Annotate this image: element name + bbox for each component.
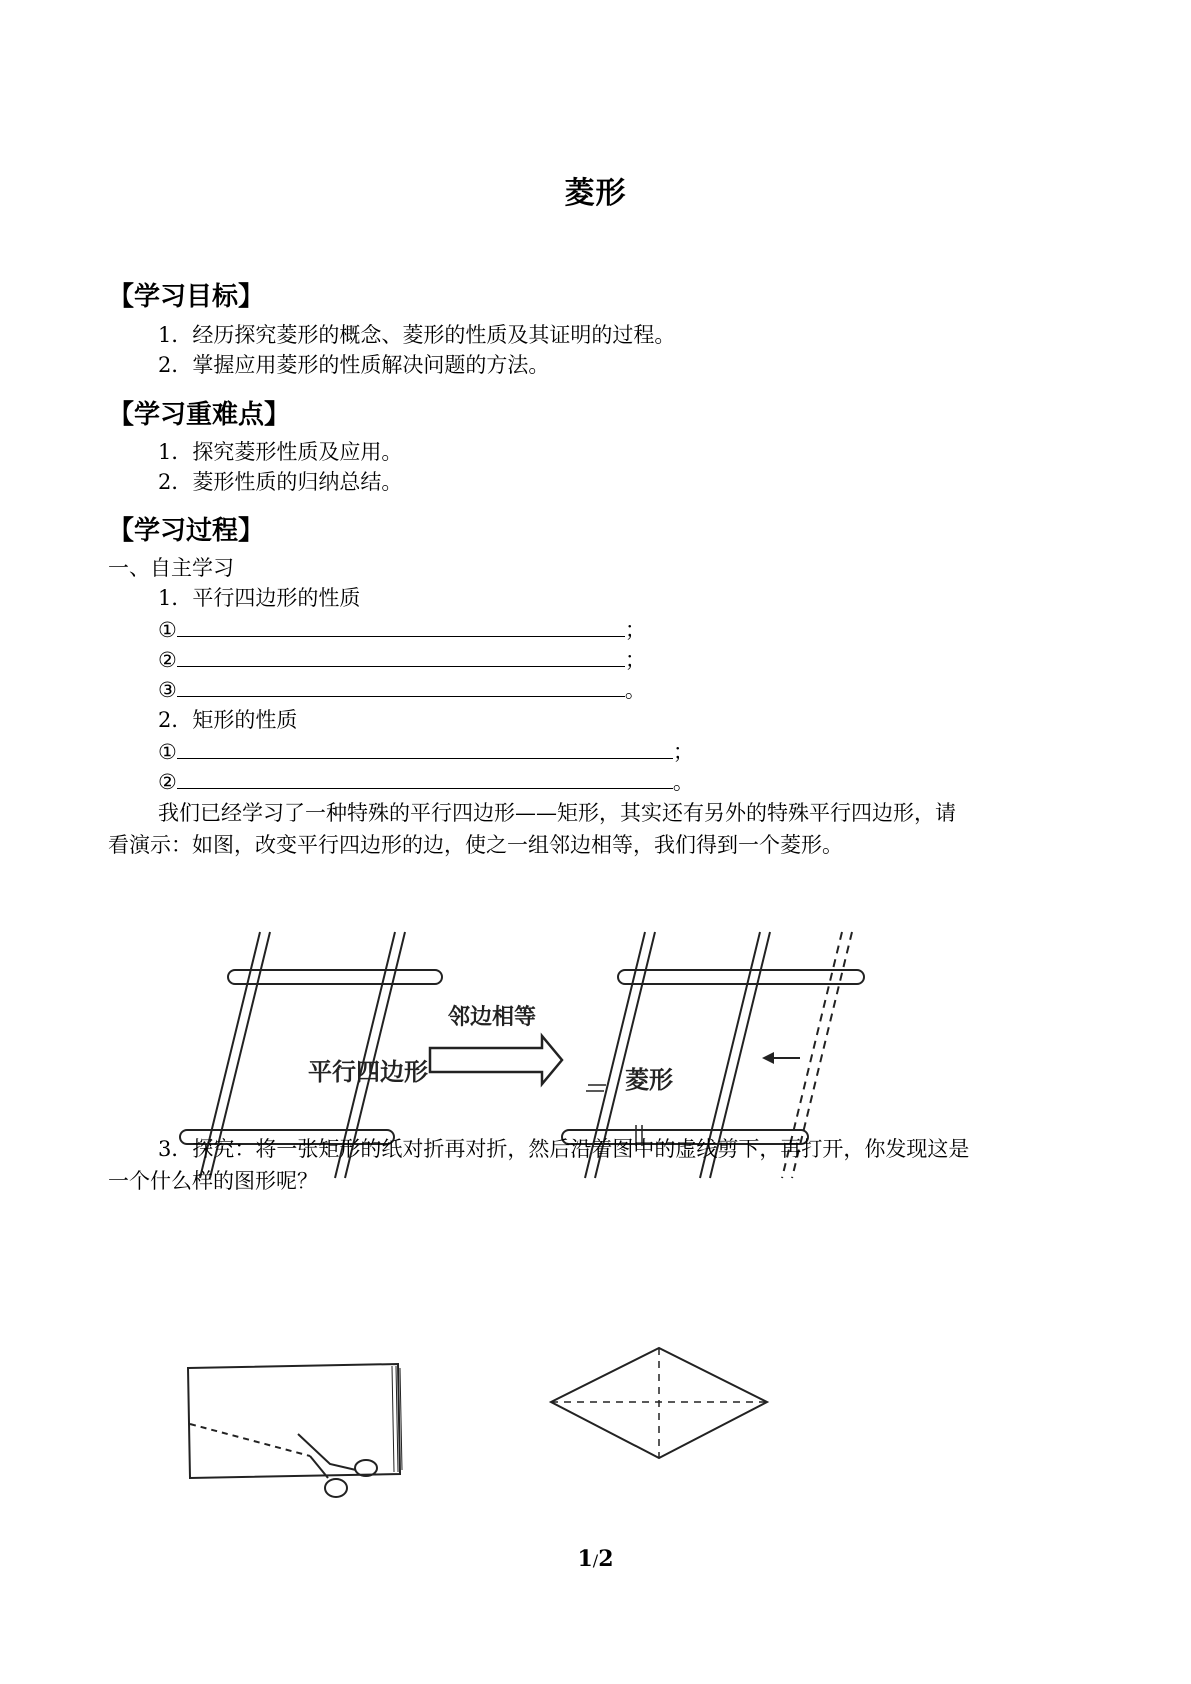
blank-mark: ① <box>158 618 177 642</box>
fill-blank-row <box>158 644 646 675</box>
fill-blank[interactable] <box>177 644 625 667</box>
blank-end: 。 <box>624 678 646 702</box>
blank-mark: ① <box>158 740 177 764</box>
fill-blank-row <box>158 766 694 797</box>
page-current: 1 <box>577 1546 593 1572</box>
blank-mark: ② <box>158 648 177 672</box>
page-total: 2 <box>598 1546 614 1572</box>
fill-blank[interactable] <box>177 736 673 759</box>
folded-paper-scissors-figure <box>180 1360 420 1500</box>
figure-label-arrow: 邻边相等 <box>448 1005 537 1030</box>
page-title: 菱形 <box>564 176 627 211</box>
blank-end: ； <box>624 648 646 672</box>
fill-blank[interactable] <box>177 766 673 789</box>
page-number <box>0 1546 1191 1572</box>
rod-top-right <box>618 970 864 984</box>
fill-blank[interactable] <box>177 614 625 637</box>
question-3-line-1: 3．探究：将一张矩形的纸对折再对折，然后沿着图中的虚线剪下，再打开，你发现这是 <box>158 1137 970 1161</box>
equal-tick-side <box>586 1085 606 1091</box>
transform-arrow <box>430 1036 562 1084</box>
blank-end: 。 <box>672 770 694 794</box>
fill-blank-row <box>158 736 694 767</box>
goal-item-1: 1．经历探究菱形的概念、菱形的性质及其证明的过程。 <box>158 323 676 347</box>
shift-arrow-head-icon <box>762 1052 774 1064</box>
section-heading-goals: 【学习目标】 <box>108 282 265 312</box>
question-3-line-2: 一个什么样的图形呢？ <box>108 1169 318 1193</box>
figure-label-parallelogram: 平行四边形 <box>308 1058 428 1086</box>
question-1-label: 1．平行四边形的性质 <box>158 586 361 610</box>
cut-line <box>190 1424 310 1456</box>
intro-paragraph-line-1: 我们已经学习了一种特殊的平行四边形——矩形，其实还有另外的特殊平行四边形，请 <box>158 801 956 825</box>
fill-blank-row <box>158 614 646 645</box>
part-one-label: 一、自主学习 <box>108 556 234 580</box>
section-heading-key-points: 【学习重难点】 <box>108 400 291 430</box>
rhombus-diagonals-figure <box>545 1340 785 1470</box>
goal-item-2: 2．掌握应用菱形的性质解决问题的方法。 <box>158 353 550 377</box>
fill-blank-row <box>158 674 646 705</box>
page-separator: / <box>592 1551 599 1570</box>
blank-end: ； <box>624 618 646 642</box>
scissor-handle-1 <box>355 1460 377 1476</box>
key-point-item-2: 2．菱形性质的归纳总结。 <box>158 470 403 494</box>
fill-blank[interactable] <box>177 674 625 697</box>
key-point-item-1: 1．探究菱形性质及应用。 <box>158 440 403 464</box>
scissor-blade-1 <box>298 1434 356 1470</box>
question-2-label: 2．矩形的性质 <box>158 708 298 732</box>
section-heading-process: 【学习过程】 <box>108 516 265 546</box>
blank-end: ； <box>672 740 694 764</box>
blank-mark: ② <box>158 770 177 794</box>
intro-paragraph-line-2: 看演示：如图，改变平行四边形的边，使之一组邻边相等，我们得到一个菱形。 <box>108 833 843 857</box>
figure-label-rhombus: 菱形 <box>625 1066 673 1094</box>
scissor-handle-2 <box>325 1479 347 1497</box>
blank-mark: ③ <box>158 678 177 702</box>
